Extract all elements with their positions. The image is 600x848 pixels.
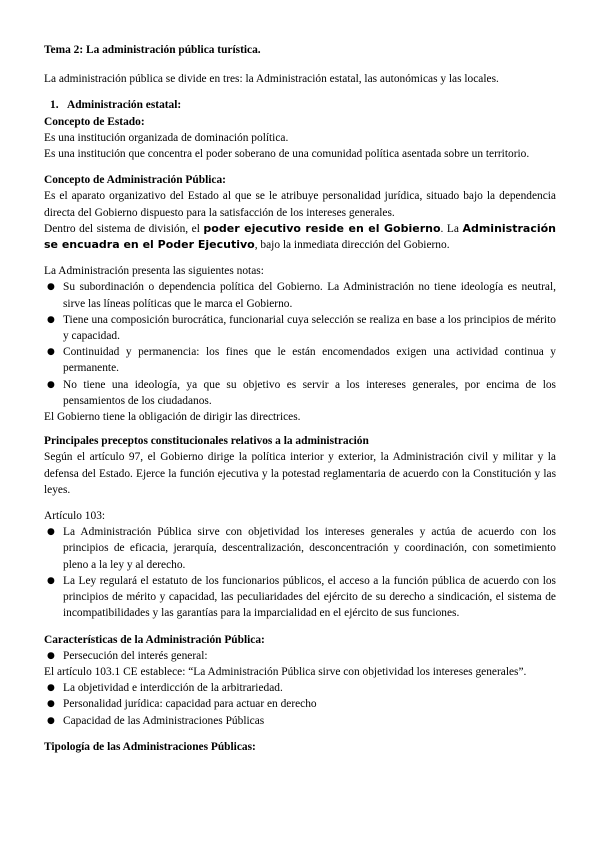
list-item-text: Su subordinación o dependencia política del Gobierno. La Administración no tiene ideología es neutral, sirve las líneas políticas que le marca el Gobierno. [63,281,556,310]
heading-concepto-estado: Concepto de Estado: [44,115,145,128]
section-number: 1. [50,99,59,112]
section-heading-administracion-estatal [44,97,556,113]
list-item [44,713,556,729]
heading-concepto-administracion: Concepto de Administración Pública: [44,174,226,187]
list-item [44,696,556,712]
caracteristicas-list-1 [44,648,556,664]
paragraph-estado-2: Es una institución que concentra el poder soberano de una comunidad política asentada sobre un territorio. [44,148,530,161]
caracteristicas-list-2 [44,680,556,729]
list-item-text: Tiene una composición burocrática, funcionarial cuya selección se realiza en base a los principios de mérito y capacidad. [63,313,556,343]
list-item [44,312,556,344]
list-item-text: La Administración Pública sirve con objetividad los intereses generales y actúa de acuerdo con los principios de eficacia, jerarquía, descentralización, desconcentración y coordinación, con sometimiento pleno a la ley y al derecho. [63,526,556,571]
list-item [44,524,556,573]
notas-closing: El Gobierno tiene la obligación de dirigir las directrices. [44,411,301,424]
list-item-text: No tiene una ideología, ya que su objetivo es servir a los intereses generales, por encima de los pensamientos de los ciudadanos. [63,378,556,407]
list-item [44,648,556,664]
articulo-103-label: Artículo 103: [44,510,106,523]
list-item [44,279,556,311]
bold-run-poder-ejecutivo: poder ejecutivo reside en el Gobierno [203,221,441,235]
paragraph-estado-1: Es una institución organizada de dominación política. [44,131,289,144]
notas-list [44,279,556,409]
heading-caracteristicas: Características de la Administración Pública: [44,633,265,646]
bullet-icon: ● [47,699,55,710]
bullet-icon: ● [47,282,55,293]
bullet-icon: ● [47,314,55,325]
section-label: Administración estatal: [67,99,182,112]
list-item-text: Persecución del interés general: [63,649,208,662]
bullet-icon: ● [47,527,55,538]
paragraph-administracion-2 [44,221,556,253]
list-item-text: Capacidad de las Administraciones Públicas [63,714,265,727]
paragraph-preceptos: Según el artículo 97, el Gobierno dirige la política interior y exterior, la Administración civil y militar y la defensa del Estado. Ejerce la función ejecutiva y la potestad reglamentaria de acuerdo con la Constitución y las leyes. [44,451,556,496]
articulo-103-list [44,524,556,621]
list-item-text: La Ley regulará el estatuto de los funcionarios públicos, el acceso a la función pública de acuerdo con los principios de mérito y capacidad, las peculiaridades del ejército de su derecho a sindicación, el sistema de incompatibilidades y las garantías para la imparcialidad en el ejército de sus funciones. [63,574,556,620]
bullet-icon: ● [47,683,55,694]
paragraph-administracion-1: Es el aparato organizativo del Estado al que se le atribuye personalidad jurídica, situado bajo la dependencia directa del Gobierno dispuesto para la satisfacción de los intereses generales. [44,190,556,219]
caracteristicas-quote: El artículo 103.1 CE establece: “La Administración Pública sirve con objetividad los intereses generales”. [44,665,527,678]
bullet-icon: ● [47,347,55,358]
bullet-icon: ● [47,650,55,661]
list-item-text: La objetividad e interdicción de la arbitrariedad. [63,682,283,695]
heading-tipologia: Tipología de las Administraciones Públicas: [44,740,256,753]
list-item [44,377,556,409]
list-item-text: Personalidad jurídica: capacidad para actuar en derecho [63,698,317,711]
bold-run-administracion: Administración se encuadra en el Poder Ejecutivo [44,221,557,252]
intro-paragraph: La administración pública se divide en tres: la Administración estatal, las autonómicas y las locales. [44,73,499,86]
heading-preceptos: Principales preceptos constitucionales relativos a la administración [44,435,369,448]
bullet-icon: ● [47,575,55,586]
text-run: . La [440,222,463,235]
text-run: Dentro del sistema de división, el [44,222,204,235]
bullet-icon: ● [47,379,55,390]
document-title: Tema 2: La administración pública turística. [44,44,261,56]
list-item [44,344,556,376]
document-page [44,42,556,755]
bullet-icon: ● [47,715,55,726]
text-run: , bajo la inmediata dirección del Gobierno. [254,239,450,252]
notas-intro: La Administración presenta las siguientes notas: [44,265,264,278]
list-item-text: Continuidad y permanencia: los fines que le están encomendados exigen una actividad continua y permanente. [63,346,556,375]
list-item [44,680,556,696]
list-item [44,573,556,622]
